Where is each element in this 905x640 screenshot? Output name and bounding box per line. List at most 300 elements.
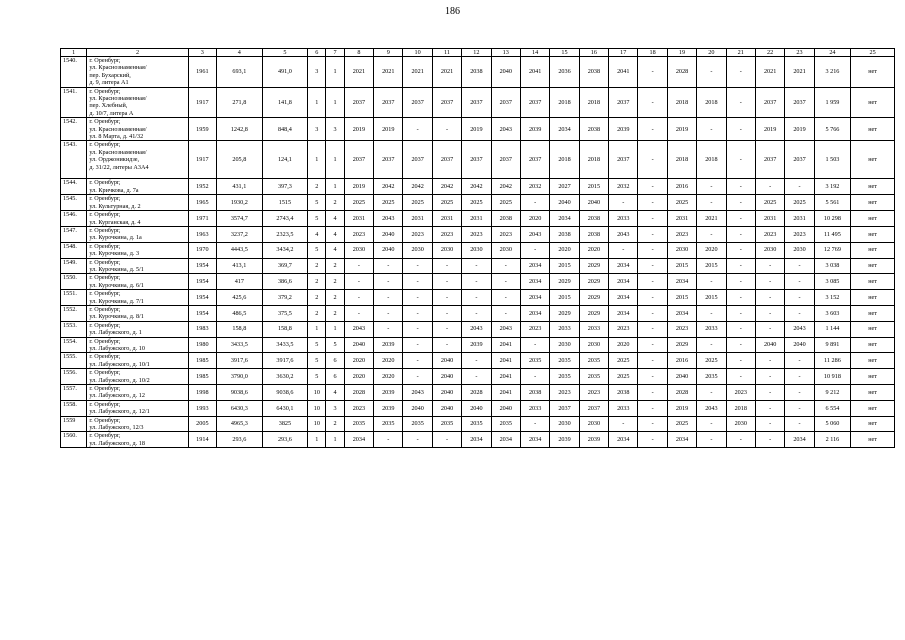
column-number-header: 13	[491, 49, 520, 57]
value-cell: 2037	[432, 141, 461, 179]
column-number-header: 17	[609, 49, 638, 57]
value-cell: 2034	[520, 274, 549, 290]
value-cell: 2040	[403, 400, 432, 416]
value-cell: -	[491, 290, 520, 306]
value-cell: -	[403, 353, 432, 369]
value-cell: -	[785, 353, 814, 369]
table-row	[61, 305, 895, 321]
value-cell: 2	[308, 179, 326, 195]
value-cell: нет	[851, 416, 895, 432]
value-cell: 2034	[667, 274, 696, 290]
value-cell: 1515	[262, 195, 308, 211]
value-cell: 2039	[374, 400, 403, 416]
value-cell: -	[403, 258, 432, 274]
value-cell: 2025	[667, 195, 696, 211]
value-cell: 2	[308, 274, 326, 290]
value-cell: 2019	[462, 118, 491, 141]
value-cell: 3434,2	[262, 242, 308, 258]
value-cell: 2043	[609, 226, 638, 242]
value-cell: 3	[326, 400, 344, 416]
value-cell: 2033	[550, 321, 579, 337]
value-cell: 417	[217, 274, 263, 290]
value-cell: 2019	[667, 118, 696, 141]
value-cell: 2005	[188, 416, 216, 432]
table-row	[61, 416, 895, 432]
value-cell: 2	[308, 258, 326, 274]
value-cell: -	[726, 369, 755, 385]
value-cell: -	[726, 118, 755, 141]
value-cell: 2028	[344, 385, 373, 401]
row-number-cell: 1550.	[61, 274, 87, 290]
value-cell: нет	[851, 321, 895, 337]
value-cell: 2035	[550, 353, 579, 369]
value-cell: 2037	[403, 141, 432, 179]
value-cell: 1	[326, 179, 344, 195]
value-cell: -	[520, 416, 549, 432]
row-number-cell: 1547.	[61, 226, 87, 242]
column-number-header: 1	[61, 49, 87, 57]
value-cell: 2035	[432, 416, 461, 432]
value-cell: -	[726, 321, 755, 337]
value-cell: 2040	[344, 337, 373, 353]
value-cell: -	[609, 242, 638, 258]
value-cell: 2040	[785, 337, 814, 353]
value-cell: 2034	[609, 432, 638, 448]
value-cell: 2020	[374, 369, 403, 385]
value-cell: 2035	[697, 369, 726, 385]
value-cell: -	[726, 226, 755, 242]
column-number-header: 22	[755, 49, 784, 57]
value-cell: нет	[851, 141, 895, 179]
value-cell: 2041	[491, 369, 520, 385]
value-cell: -	[785, 369, 814, 385]
address-cell: г. Оренбург, ул. Культурная, д. 2	[87, 195, 188, 211]
column-number-header: 8	[344, 49, 373, 57]
value-cell: 2030	[726, 416, 755, 432]
value-cell: 2020	[609, 337, 638, 353]
value-cell: -	[432, 337, 461, 353]
value-cell: 2020	[697, 242, 726, 258]
address-cell: г. Оренбург, ул. Курочкина, д. 3	[87, 242, 188, 258]
value-cell: нет	[851, 305, 895, 321]
value-cell: 386,6	[262, 274, 308, 290]
value-cell: -	[462, 258, 491, 274]
row-number-cell: 1541.	[61, 87, 87, 118]
column-number-header: 6	[308, 49, 326, 57]
address-cell: г. Оренбург, ул. Краснознаменная/ ул. Орджоникидзе, д. 31/22, литеры А3А4	[87, 141, 188, 179]
value-cell: -	[462, 274, 491, 290]
value-cell: 2019	[785, 118, 814, 141]
value-cell: 431,1	[217, 179, 263, 195]
value-cell: 293,6	[262, 432, 308, 448]
value-cell: -	[432, 118, 461, 141]
value-cell: 5	[308, 242, 326, 258]
value-cell: 2029	[550, 305, 579, 321]
value-cell: -	[638, 369, 667, 385]
value-cell: -	[638, 141, 667, 179]
value-cell: 2037	[432, 87, 461, 118]
value-cell: 2025	[785, 195, 814, 211]
value-cell: 2038	[579, 118, 608, 141]
value-cell: нет	[851, 432, 895, 448]
value-cell: 1993	[188, 400, 216, 416]
value-cell: -	[697, 274, 726, 290]
value-cell: 2030	[491, 242, 520, 258]
value-cell: 2029	[579, 274, 608, 290]
value-cell: 2033	[609, 211, 638, 227]
value-cell: 2023	[785, 226, 814, 242]
value-cell: 2030	[344, 242, 373, 258]
value-cell: 2	[326, 305, 344, 321]
value-cell: -	[638, 179, 667, 195]
value-cell: 2037	[403, 87, 432, 118]
value-cell: 491,0	[262, 57, 308, 88]
value-cell: 1954	[188, 305, 216, 321]
value-cell: 2035	[491, 416, 520, 432]
value-cell: 2030	[462, 242, 491, 258]
value-cell: 5	[308, 195, 326, 211]
table-row	[61, 369, 895, 385]
value-cell: 2037	[344, 141, 373, 179]
value-cell: 2034	[462, 432, 491, 448]
value-cell: 141,8	[262, 87, 308, 118]
value-cell: 3 216	[814, 57, 850, 88]
value-cell: 3 603	[814, 305, 850, 321]
value-cell: -	[403, 337, 432, 353]
value-cell: 2036	[550, 57, 579, 88]
value-cell: -	[403, 305, 432, 321]
value-cell: 6430,3	[217, 400, 263, 416]
value-cell: нет	[851, 87, 895, 118]
value-cell: 2018	[697, 141, 726, 179]
value-cell: нет	[851, 118, 895, 141]
value-cell: -	[726, 432, 755, 448]
value-cell: -	[726, 337, 755, 353]
value-cell: -	[520, 195, 549, 211]
value-cell: 2	[308, 305, 326, 321]
value-cell: 5	[326, 337, 344, 353]
value-cell: 2023	[726, 385, 755, 401]
value-cell: -	[755, 400, 784, 416]
value-cell: 1	[308, 87, 326, 118]
value-cell: -	[462, 305, 491, 321]
value-cell: нет	[851, 353, 895, 369]
value-cell: 2034	[520, 290, 549, 306]
value-cell: 2	[326, 416, 344, 432]
value-cell: 2	[308, 290, 326, 306]
column-number-header: 4	[217, 49, 263, 57]
value-cell: -	[374, 290, 403, 306]
address-cell: г. Оренбург, ул. Лабужского, д. 10/1	[87, 353, 188, 369]
value-cell: 2030	[579, 337, 608, 353]
value-cell: 2039	[374, 385, 403, 401]
value-cell: -	[609, 416, 638, 432]
value-cell: 2034	[550, 118, 579, 141]
value-cell: 2040	[374, 226, 403, 242]
value-cell: 1985	[188, 369, 216, 385]
value-cell: 4	[326, 211, 344, 227]
value-cell: 2023	[755, 226, 784, 242]
value-cell: 2030	[403, 242, 432, 258]
value-cell: 2043	[520, 226, 549, 242]
value-cell: 1954	[188, 274, 216, 290]
value-cell: 2039	[462, 337, 491, 353]
value-cell: 3	[308, 118, 326, 141]
value-cell: 2042	[374, 179, 403, 195]
row-number-cell: 1554.	[61, 337, 87, 353]
value-cell: 2028	[462, 385, 491, 401]
value-cell: 2042	[432, 179, 461, 195]
value-cell: 2035	[520, 353, 549, 369]
value-cell: -	[638, 385, 667, 401]
value-cell: 2 116	[814, 432, 850, 448]
value-cell: 2023	[667, 321, 696, 337]
row-number-cell: 1540.	[61, 57, 87, 88]
value-cell: 3237,2	[217, 226, 263, 242]
value-cell: 4443,5	[217, 242, 263, 258]
value-cell: -	[374, 258, 403, 274]
value-cell: 10	[308, 416, 326, 432]
value-cell: 413,1	[217, 258, 263, 274]
value-cell: -	[462, 290, 491, 306]
value-cell: 2031	[432, 211, 461, 227]
value-cell: 2038	[550, 226, 579, 242]
value-cell: 2034	[609, 274, 638, 290]
value-cell: 9 212	[814, 385, 850, 401]
value-cell: -	[432, 432, 461, 448]
value-cell: 2018	[726, 400, 755, 416]
table-row	[61, 226, 895, 242]
address-cell: г. Оренбург, ул. Краснознаменная/ ул. 8 Марта, д. 41/32	[87, 118, 188, 141]
value-cell: -	[638, 226, 667, 242]
table-row	[61, 400, 895, 416]
value-cell: 271,8	[217, 87, 263, 118]
value-cell: 2025	[374, 195, 403, 211]
value-cell: 2038	[579, 57, 608, 88]
address-cell: г. Оренбург, ул. Лабужского, д. 10	[87, 337, 188, 353]
value-cell: нет	[851, 369, 895, 385]
table-row	[61, 258, 895, 274]
value-cell: 2021	[697, 211, 726, 227]
value-cell: -	[726, 290, 755, 306]
value-cell: 2041	[520, 57, 549, 88]
value-cell: -	[726, 141, 755, 179]
value-cell: -	[755, 416, 784, 432]
value-cell: 2025	[432, 195, 461, 211]
value-cell: -	[726, 258, 755, 274]
value-cell: нет	[851, 400, 895, 416]
value-cell: 1	[308, 141, 326, 179]
value-cell: 6	[326, 353, 344, 369]
value-cell: 2020	[344, 369, 373, 385]
value-cell: 2030	[550, 416, 579, 432]
value-cell: 3917,6	[262, 353, 308, 369]
value-cell: 2016	[667, 179, 696, 195]
value-cell: 2037	[755, 141, 784, 179]
value-cell: 2035	[344, 416, 373, 432]
value-cell: -	[403, 118, 432, 141]
row-number-cell: 1555.	[61, 353, 87, 369]
value-cell: -	[697, 226, 726, 242]
value-cell: -	[638, 305, 667, 321]
value-cell: 3917,6	[217, 353, 263, 369]
value-cell: 2037	[462, 87, 491, 118]
value-cell: 2043	[491, 321, 520, 337]
value-cell: 2031	[755, 211, 784, 227]
column-number-header: 15	[550, 49, 579, 57]
value-cell: 9038,6	[217, 385, 263, 401]
value-cell: 379,2	[262, 290, 308, 306]
value-cell: -	[374, 321, 403, 337]
column-number-header: 20	[697, 49, 726, 57]
value-cell: -	[638, 432, 667, 448]
value-cell: 2038	[579, 226, 608, 242]
value-cell: 2015	[667, 290, 696, 306]
value-cell: 2	[326, 290, 344, 306]
value-cell: 2040	[667, 369, 696, 385]
value-cell: 2025	[609, 369, 638, 385]
value-cell: 3	[308, 57, 326, 88]
value-cell: 2039	[579, 432, 608, 448]
value-cell: -	[785, 274, 814, 290]
table-row	[61, 337, 895, 353]
value-cell: 2029	[579, 305, 608, 321]
housing-registry-table	[60, 48, 895, 448]
column-number-header: 19	[667, 49, 696, 57]
value-cell: 2040	[579, 195, 608, 211]
value-cell: 2018	[667, 141, 696, 179]
value-cell: 2025	[697, 353, 726, 369]
value-cell: 1965	[188, 195, 216, 211]
value-cell: 2020	[344, 353, 373, 369]
value-cell: -	[403, 432, 432, 448]
value-cell: 2043	[403, 385, 432, 401]
row-number-cell: 1559	[61, 416, 87, 432]
value-cell: 2033	[520, 400, 549, 416]
value-cell: 2039	[520, 118, 549, 141]
value-cell: 2043	[785, 321, 814, 337]
value-cell: 375,5	[262, 305, 308, 321]
value-cell: -	[726, 87, 755, 118]
value-cell: -	[374, 305, 403, 321]
value-cell: -	[755, 258, 784, 274]
row-number-cell: 1556.	[61, 369, 87, 385]
value-cell: 2025	[344, 195, 373, 211]
value-cell: 2019	[374, 118, 403, 141]
value-cell: нет	[851, 258, 895, 274]
value-cell: 2037	[550, 400, 579, 416]
value-cell: 2015	[550, 290, 579, 306]
value-cell: 1952	[188, 179, 216, 195]
value-cell: -	[638, 258, 667, 274]
value-cell: 2037	[609, 87, 638, 118]
value-cell: 2015	[697, 290, 726, 306]
value-cell: 2042	[462, 179, 491, 195]
value-cell: 1998	[188, 385, 216, 401]
value-cell: 2025	[755, 195, 784, 211]
value-cell: 2034	[491, 432, 520, 448]
value-cell: 2018	[550, 87, 579, 118]
value-cell: 2031	[785, 211, 814, 227]
value-cell: -	[638, 57, 667, 88]
value-cell: 2040	[491, 57, 520, 88]
value-cell: -	[755, 385, 784, 401]
value-cell: 2037	[755, 87, 784, 118]
value-cell: -	[432, 321, 461, 337]
value-cell: 397,3	[262, 179, 308, 195]
value-cell: 12 769	[814, 242, 850, 258]
value-cell: -	[638, 274, 667, 290]
value-cell: -	[403, 290, 432, 306]
value-cell: 2034	[609, 290, 638, 306]
value-cell: 5 060	[814, 416, 850, 432]
value-cell: 2040	[374, 242, 403, 258]
table-row	[61, 432, 895, 448]
value-cell: 4965,3	[217, 416, 263, 432]
value-cell: 2023	[609, 321, 638, 337]
value-cell: -	[432, 258, 461, 274]
value-cell: 3433,5	[217, 337, 263, 353]
value-cell: 2023	[344, 226, 373, 242]
row-number-cell: 1543.	[61, 141, 87, 179]
value-cell: -	[697, 385, 726, 401]
value-cell: -	[697, 179, 726, 195]
value-cell: -	[491, 258, 520, 274]
value-cell: -	[638, 195, 667, 211]
address-cell: г. Оренбург, ул. Курочкина, д. 7/1	[87, 290, 188, 306]
value-cell: нет	[851, 211, 895, 227]
value-cell: -	[755, 321, 784, 337]
value-cell: 1917	[188, 141, 216, 179]
column-number-header: 9	[374, 49, 403, 57]
value-cell: -	[755, 305, 784, 321]
value-cell: -	[462, 369, 491, 385]
value-cell: 2043	[344, 321, 373, 337]
value-cell: 2037	[374, 141, 403, 179]
table-row	[61, 57, 895, 88]
value-cell: -	[726, 274, 755, 290]
value-cell: 2034	[520, 305, 549, 321]
value-cell: -	[374, 274, 403, 290]
value-cell: 3790,0	[217, 369, 263, 385]
value-cell: 2743,4	[262, 211, 308, 227]
value-cell: 1242,8	[217, 118, 263, 141]
row-number-cell: 1546.	[61, 211, 87, 227]
value-cell: 2037	[520, 87, 549, 118]
value-cell: 2038	[462, 57, 491, 88]
table-row	[61, 141, 895, 179]
address-cell: г. Оренбург, ул. Лабужского, д. 10/2	[87, 369, 188, 385]
value-cell: 2023	[550, 385, 579, 401]
address-cell: г. Оренбург, ул. Кричкова, д. 7а	[87, 179, 188, 195]
value-cell: 5 766	[814, 118, 850, 141]
value-cell: -	[726, 353, 755, 369]
row-number-cell: 1548.	[61, 242, 87, 258]
value-cell: нет	[851, 242, 895, 258]
value-cell: 2033	[609, 400, 638, 416]
value-cell: -	[432, 274, 461, 290]
value-cell: -	[697, 195, 726, 211]
value-cell: 2020	[520, 211, 549, 227]
value-cell: 1983	[188, 321, 216, 337]
table-row	[61, 274, 895, 290]
value-cell: 2038	[491, 211, 520, 227]
value-cell: 1980	[188, 337, 216, 353]
row-number-cell: 1551.	[61, 290, 87, 306]
value-cell: 2029	[550, 274, 579, 290]
value-cell: 1	[308, 321, 326, 337]
value-cell: -	[697, 416, 726, 432]
